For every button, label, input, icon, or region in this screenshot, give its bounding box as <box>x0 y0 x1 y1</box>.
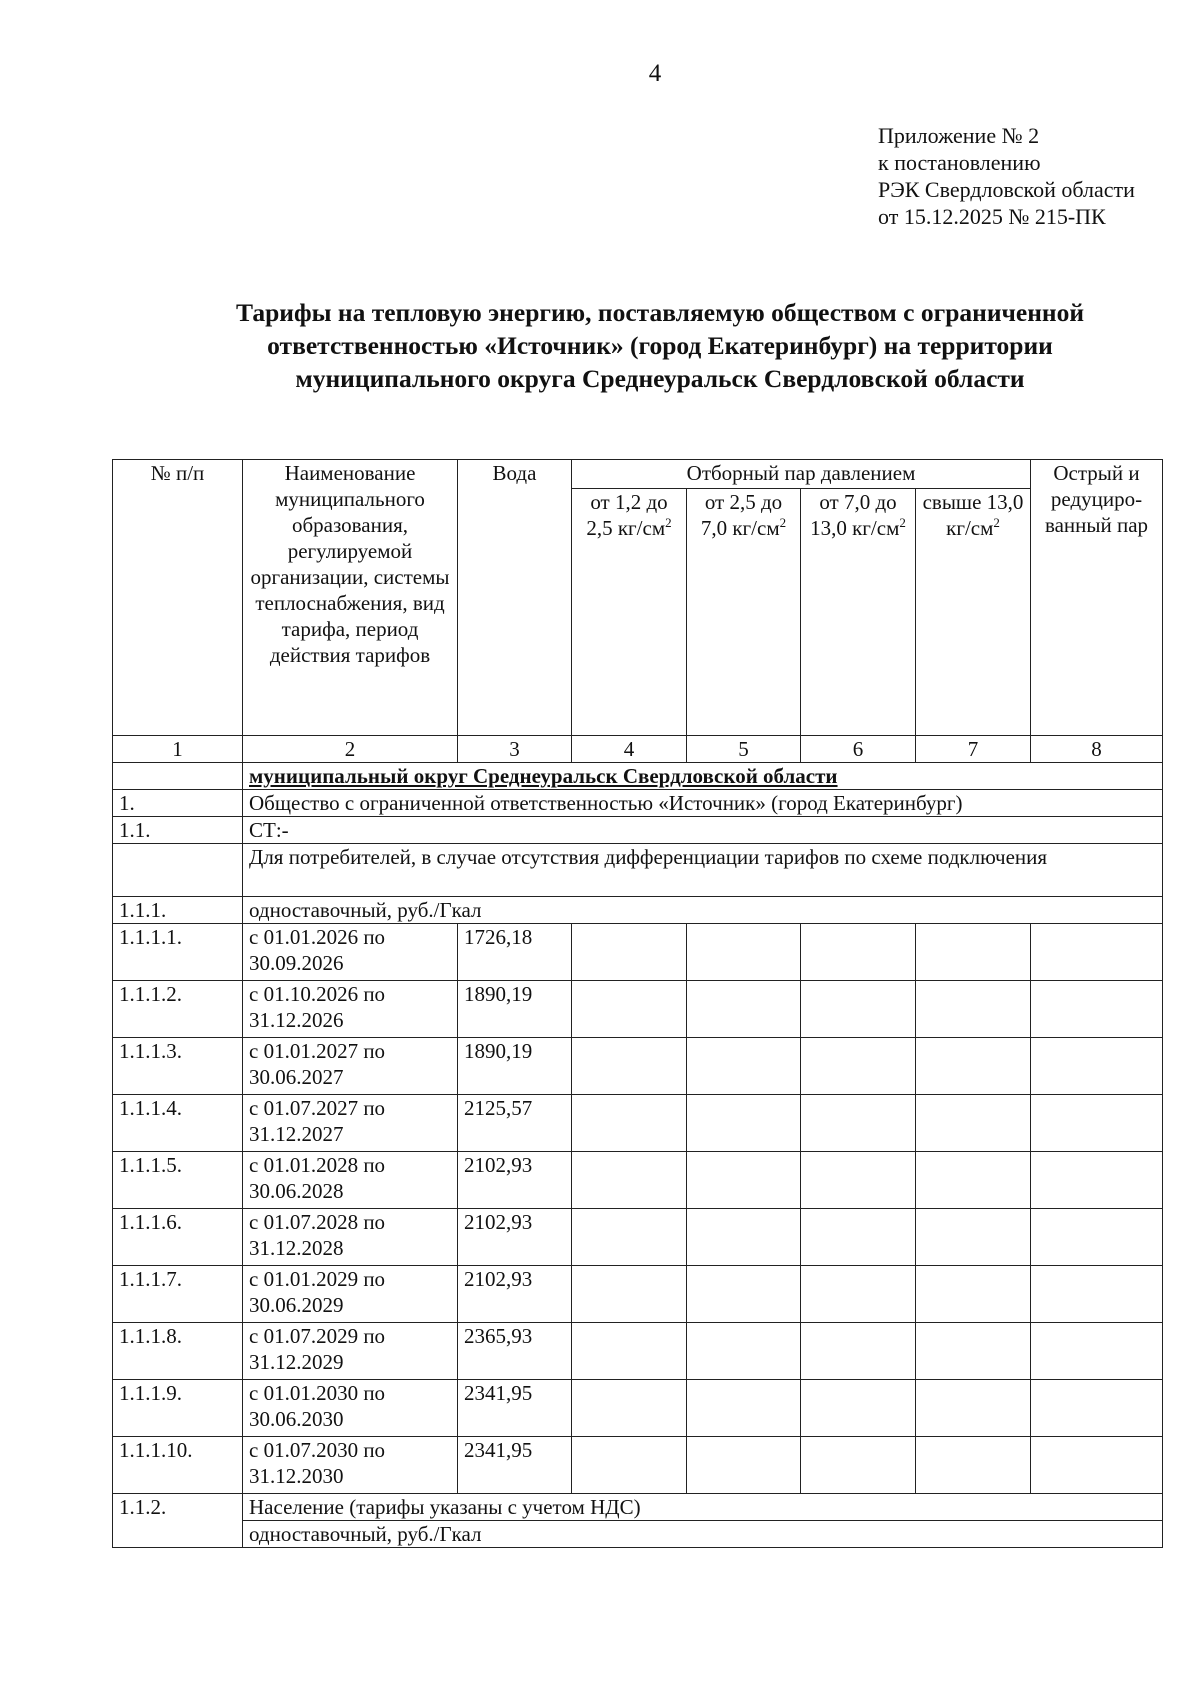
header-steam-1 <box>572 489 687 736</box>
superscript-2: 2 <box>993 515 1000 530</box>
empty-cell <box>801 1380 916 1437</box>
empty-cell <box>572 1323 687 1380</box>
row-num: 1.1.1.6. <box>113 1209 243 1266</box>
row-water: 2102,93 <box>458 1152 572 1209</box>
row-num: 1.1.1.9. <box>113 1380 243 1437</box>
empty-cell <box>1031 1152 1163 1209</box>
empty-cell <box>113 763 243 790</box>
row-water: 2125,57 <box>458 1095 572 1152</box>
empty-cell <box>801 1266 916 1323</box>
column-number: 4 <box>572 736 687 763</box>
column-number: 7 <box>916 736 1031 763</box>
empty-cell <box>687 1437 801 1494</box>
superscript-2: 2 <box>665 515 672 530</box>
empty-cell <box>687 1095 801 1152</box>
header-name: Наименование муниципального образования, регулируемой организации, системы теплоснабжения, вид тарифа, период действия тарифов <box>243 460 458 736</box>
row-num: 1.1. <box>113 817 243 844</box>
header-water: Вода <box>458 460 572 736</box>
column-number-row <box>113 736 1163 763</box>
empty-cell <box>916 1209 1031 1266</box>
table-row <box>113 924 1163 981</box>
population-row <box>113 1494 1163 1521</box>
empty-cell <box>801 1095 916 1152</box>
empty-cell <box>687 924 801 981</box>
header-sharp-steam: Острый и редуциро-ванный пар <box>1031 460 1163 736</box>
empty-cell <box>1031 1095 1163 1152</box>
population-text: Население (тарифы указаны с учетом НДС) <box>243 1494 1163 1521</box>
empty-cell <box>801 1323 916 1380</box>
header-steam-3 <box>801 489 916 736</box>
row-water: 2102,93 <box>458 1266 572 1323</box>
row-num: 1.1.1.2. <box>113 981 243 1038</box>
table-row <box>113 1152 1163 1209</box>
row-num: 1. <box>113 790 243 817</box>
empty-cell <box>916 1266 1031 1323</box>
empty-cell <box>916 1323 1031 1380</box>
region-row <box>113 763 1163 790</box>
row-water: 2341,95 <box>458 1380 572 1437</box>
organization-name: Общество с ограниченной ответственностью «Источник» (город Екатеринбург) <box>243 790 1163 817</box>
title-line: ответственностью «Источник» (город Екатеринбург) на территории <box>267 331 1053 360</box>
row-period: с 01.10.2026 по 31.12.2026 <box>243 981 458 1038</box>
appendix-line: РЭК Свердловской области <box>878 177 1135 202</box>
empty-cell <box>687 1266 801 1323</box>
empty-cell <box>1031 1038 1163 1095</box>
empty-cell <box>1031 1266 1163 1323</box>
consumers-text: Для потребителей, в случае отсутствия дифференциации тарифов по схеме подключения <box>243 844 1163 897</box>
population-tariff-type: одноставочный, руб./Гкал <box>243 1521 1163 1548</box>
empty-cell <box>801 1152 916 1209</box>
header-num: № п/п <box>113 460 243 736</box>
tariff-type: одноставочный, руб./Гкал <box>243 897 1163 924</box>
empty-cell <box>1031 1209 1163 1266</box>
appendix-reference <box>878 122 1135 230</box>
row-water: 1890,19 <box>458 981 572 1038</box>
title-line: муниципального округа Среднеуральск Свердловской области <box>295 364 1025 393</box>
row-period: с 01.01.2030 по 30.06.2030 <box>243 1380 458 1437</box>
empty-cell <box>572 1209 687 1266</box>
empty-cell <box>687 1152 801 1209</box>
header-steam-3-text: от 7,0 до 13,0 кг/см <box>810 490 900 540</box>
empty-cell <box>572 1038 687 1095</box>
empty-cell <box>572 1095 687 1152</box>
row-water: 2365,93 <box>458 1323 572 1380</box>
empty-cell <box>801 924 916 981</box>
table-row <box>113 1095 1163 1152</box>
empty-cell <box>687 1209 801 1266</box>
table-header-row <box>113 460 1163 489</box>
row-num: 1.1.1. <box>113 897 243 924</box>
row-num: 1.1.1.10. <box>113 1437 243 1494</box>
column-number: 6 <box>801 736 916 763</box>
table-row <box>113 981 1163 1038</box>
empty-cell <box>572 981 687 1038</box>
header-steam-2-text: от 2,5 до 7,0 кг/см <box>700 490 783 540</box>
row-period: с 01.07.2028 по 31.12.2028 <box>243 1209 458 1266</box>
column-number: 8 <box>1031 736 1163 763</box>
row-num: 1.1.2. <box>113 1494 243 1548</box>
row-period: с 01.07.2029 по 31.12.2029 <box>243 1323 458 1380</box>
title-line: Тарифы на тепловую энергию, поставляемую обществом с ограниченной <box>235 298 1085 327</box>
row-period: с 01.07.2030 по 31.12.2030 <box>243 1437 458 1494</box>
column-number: 1 <box>113 736 243 763</box>
tariff-table <box>112 459 1163 1548</box>
organization-row <box>113 790 1163 817</box>
column-number: 3 <box>458 736 572 763</box>
appendix-line: от 15.12.2025 № 215-ПК <box>878 204 1106 229</box>
empty-cell <box>572 1380 687 1437</box>
empty-cell <box>916 1038 1031 1095</box>
header-steam-4-text: свыше 13,0 кг/см <box>922 490 1024 540</box>
empty-cell <box>916 1437 1031 1494</box>
empty-cell <box>1031 1323 1163 1380</box>
empty-cell <box>801 1209 916 1266</box>
empty-cell <box>916 981 1031 1038</box>
empty-cell <box>572 1266 687 1323</box>
empty-cell <box>1031 1437 1163 1494</box>
row-period: с 01.07.2027 по 31.12.2027 <box>243 1095 458 1152</box>
empty-cell <box>801 981 916 1038</box>
row-period: с 01.01.2028 по 30.06.2028 <box>243 1152 458 1209</box>
empty-cell <box>113 844 243 897</box>
empty-cell <box>916 1095 1031 1152</box>
row-num: 1.1.1.3. <box>113 1038 243 1095</box>
header-steam-group: Отборный пар давлением <box>572 460 1031 489</box>
empty-cell <box>687 1380 801 1437</box>
empty-cell <box>687 981 801 1038</box>
page-number: 4 <box>648 60 662 87</box>
row-period: с 01.01.2029 по 30.06.2029 <box>243 1266 458 1323</box>
empty-cell <box>572 924 687 981</box>
row-num: 1.1.1.4. <box>113 1095 243 1152</box>
header-steam-4 <box>916 489 1031 736</box>
appendix-line: Приложение № 2 <box>878 123 1040 148</box>
empty-cell <box>916 1152 1031 1209</box>
tariff-type-row <box>113 897 1163 924</box>
superscript-2: 2 <box>779 515 787 530</box>
table-row <box>113 1038 1163 1095</box>
system-row <box>113 817 1163 844</box>
row-water: 1890,19 <box>458 1038 572 1095</box>
row-num: 1.1.1.1. <box>113 924 243 981</box>
table-row <box>113 1437 1163 1494</box>
column-number: 2 <box>243 736 458 763</box>
document-title <box>140 296 1180 395</box>
table-row <box>113 1266 1163 1323</box>
empty-cell <box>801 1038 916 1095</box>
row-num: 1.1.1.8. <box>113 1323 243 1380</box>
column-number: 5 <box>687 736 801 763</box>
empty-cell <box>572 1152 687 1209</box>
row-water: 1726,18 <box>458 924 572 981</box>
table-row <box>113 1209 1163 1266</box>
appendix-line: к постановлению <box>878 150 1041 175</box>
empty-cell <box>687 1323 801 1380</box>
superscript-2: 2 <box>899 515 906 530</box>
consumers-row <box>113 844 1163 897</box>
row-water: 2341,95 <box>458 1437 572 1494</box>
header-steam-1-text: от 1,2 до 2,5 кг/см <box>586 490 668 540</box>
system-name: СТ:- <box>243 817 1163 844</box>
empty-cell <box>916 924 1031 981</box>
table-row <box>113 1323 1163 1380</box>
row-period: с 01.01.2026 по 30.09.2026 <box>243 924 458 981</box>
row-period: с 01.01.2027 по 30.06.2027 <box>243 1038 458 1095</box>
empty-cell <box>801 1437 916 1494</box>
table-row <box>113 1380 1163 1437</box>
empty-cell <box>687 1038 801 1095</box>
population-type-row <box>113 1521 1163 1548</box>
row-water: 2102,93 <box>458 1209 572 1266</box>
empty-cell <box>572 1437 687 1494</box>
header-steam-2 <box>687 489 801 736</box>
empty-cell <box>1031 1380 1163 1437</box>
empty-cell <box>916 1380 1031 1437</box>
empty-cell <box>1031 924 1163 981</box>
empty-cell <box>1031 981 1163 1038</box>
region-name: муниципальный округ Среднеуральск Свердловской области <box>243 763 1163 790</box>
row-num: 1.1.1.5. <box>113 1152 243 1209</box>
row-num: 1.1.1.7. <box>113 1266 243 1323</box>
